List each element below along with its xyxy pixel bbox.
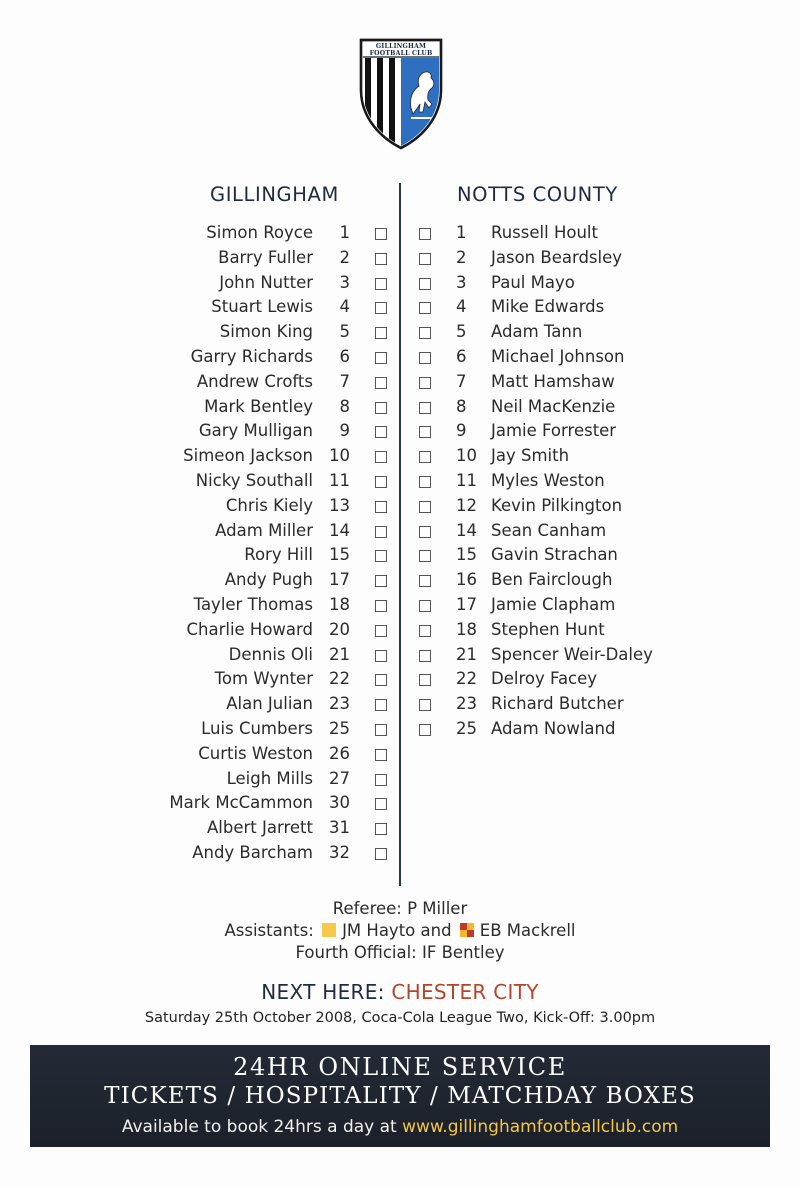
home-player-row	[130, 667, 392, 692]
home-player-row	[130, 841, 392, 866]
home-player-row	[130, 419, 392, 444]
player-name: Simon King	[219, 322, 313, 342]
away-player-row	[415, 320, 695, 345]
squad-number: 9	[456, 421, 467, 441]
banner-booking-line	[30, 1117, 770, 1137]
player-name: Tayler Thomas	[193, 594, 313, 614]
player-checkbox[interactable]	[419, 476, 431, 488]
home-player-row	[130, 320, 392, 345]
player-checkbox[interactable]	[375, 600, 387, 612]
home-player-row	[130, 271, 392, 296]
home-player-row	[130, 444, 392, 469]
player-checkbox[interactable]	[375, 848, 387, 860]
player-name: Luis Cumbers	[201, 718, 313, 738]
player-checkbox[interactable]	[375, 550, 387, 562]
squad-number: 9	[339, 421, 350, 441]
home-player-row	[130, 593, 392, 618]
squad-number: 17	[329, 570, 350, 590]
squad-number: 30	[329, 793, 350, 813]
squad-number: 10	[456, 446, 477, 466]
player-checkbox[interactable]	[375, 674, 387, 686]
squad-number: 2	[339, 247, 350, 267]
away-player-row	[415, 643, 695, 668]
squad-number: 11	[329, 470, 350, 490]
squad-number: 10	[329, 446, 350, 466]
squad-number: 25	[456, 718, 477, 738]
squad-number: 14	[456, 520, 477, 540]
squad-number: 5	[339, 322, 350, 342]
player-checkbox[interactable]	[419, 278, 431, 290]
player-checkbox[interactable]	[419, 253, 431, 265]
player-name: Jamie Forrester	[491, 421, 617, 441]
home-team-name: GILLINGHAM	[210, 183, 339, 206]
away-player-row	[415, 618, 695, 643]
player-name: Ben Fairclough	[491, 570, 613, 590]
player-checkbox[interactable]	[419, 699, 431, 711]
away-player-row	[415, 444, 695, 469]
squad-number: 15	[329, 545, 350, 565]
away-player-row	[415, 469, 695, 494]
home-player-row	[130, 568, 392, 593]
player-name: Paul Mayo	[491, 272, 575, 292]
player-checkbox[interactable]	[375, 575, 387, 587]
checkered-flag-icon	[460, 923, 474, 937]
away-player-row	[415, 717, 695, 742]
squad-number: 13	[329, 495, 350, 515]
player-checkbox[interactable]	[375, 352, 387, 364]
player-name: Simeon Jackson	[183, 446, 313, 466]
squad-number: 12	[456, 495, 477, 515]
banner-headline: 24HR ONLINE SERVICE	[233, 1053, 567, 1081]
away-player-row	[415, 692, 695, 717]
squad-number: 6	[456, 346, 467, 366]
player-checkbox[interactable]	[419, 377, 431, 389]
player-checkbox[interactable]	[375, 823, 387, 835]
player-checkbox[interactable]	[375, 526, 387, 538]
player-name: Neil MacKenzie	[491, 396, 616, 416]
player-name: Adam Miller	[215, 520, 313, 540]
player-name: Chris Kiely	[225, 495, 313, 515]
player-name: Curtis Weston	[198, 743, 313, 763]
away-player-row	[415, 568, 695, 593]
squad-number: 26	[329, 743, 350, 763]
next-opponent: CHESTER CITY	[391, 980, 539, 1004]
player-checkbox[interactable]	[375, 426, 387, 438]
home-player-row	[130, 767, 392, 792]
player-checkbox[interactable]	[419, 352, 431, 364]
player-name: Delroy Facey	[491, 669, 598, 689]
away-player-row	[415, 543, 695, 568]
away-player-row	[415, 519, 695, 544]
away-player-row	[415, 345, 695, 370]
away-player-row	[415, 271, 695, 296]
squad-number: 11	[456, 470, 477, 490]
player-name: Russell Hoult	[491, 223, 598, 242]
away-player-row	[415, 370, 695, 395]
squad-number: 8	[456, 396, 467, 416]
player-name: John Nutter	[219, 272, 313, 292]
banner-booking-text: Available to book 24hrs a day at	[121, 1117, 397, 1137]
player-name: Stuart Lewis	[211, 297, 313, 317]
assistant-1: JM Hayto and	[342, 921, 452, 940]
home-player-row	[130, 370, 392, 395]
away-player-row	[415, 295, 695, 320]
away-player-row	[415, 395, 695, 420]
online-service-banner	[30, 1045, 770, 1147]
squad-number: 21	[456, 644, 477, 664]
squad-number: 27	[329, 768, 350, 788]
squad-number: 1	[339, 223, 350, 242]
player-name: Jason Beardsley	[491, 247, 623, 267]
player-checkbox[interactable]	[419, 451, 431, 463]
squad-number: 17	[456, 594, 477, 614]
squad-number: 3	[456, 272, 467, 292]
yellow-flag-icon	[322, 923, 336, 937]
player-name: Andrew Crofts	[196, 371, 313, 391]
crest-text-line1: GILLINGHAM	[375, 43, 427, 50]
player-checkbox[interactable]	[419, 526, 431, 538]
player-name: Garry Richards	[190, 346, 313, 366]
player-checkbox[interactable]	[375, 278, 387, 290]
player-name: Jay Smith	[491, 446, 570, 466]
club-website-link[interactable]: www.gillinghamfootballclub.com	[402, 1117, 679, 1137]
player-name: Alan Julian	[226, 694, 313, 714]
player-checkbox[interactable]	[375, 228, 387, 240]
away-player-row	[415, 221, 695, 246]
player-name: Mark Bentley	[204, 396, 313, 416]
fixture-details: Saturday 25th October 2008, Coca-Cola League Two, Kick-Off: 3.00pm	[144, 1010, 656, 1026]
away-player-row	[415, 593, 695, 618]
player-name: Andy Barcham	[192, 842, 313, 862]
player-name: Richard Butcher	[491, 694, 624, 714]
banner-services: TICKETS / HOSPITALITY / MATCHDAY BOXES	[104, 1083, 696, 1109]
squad-number: 22	[329, 669, 350, 689]
away-team-name: NOTTS COUNTY	[457, 183, 618, 206]
squad-number: 6	[339, 346, 350, 366]
squad-number: 20	[329, 619, 350, 639]
squad-number: 31	[329, 818, 350, 838]
home-player-row	[130, 618, 392, 643]
player-checkbox[interactable]	[375, 377, 387, 389]
squad-number: 32	[329, 842, 350, 862]
crest-text-line2: FOOTBALL CLUB	[369, 50, 433, 57]
home-player-row	[130, 246, 392, 271]
squad-number: 8	[339, 396, 350, 416]
player-checkbox[interactable]	[419, 426, 431, 438]
player-checkbox[interactable]	[375, 501, 387, 513]
home-player-row	[130, 345, 392, 370]
player-checkbox[interactable]	[419, 600, 431, 612]
player-checkbox[interactable]	[375, 625, 387, 637]
player-name: Charlie Howard	[186, 619, 313, 639]
home-player-row	[130, 519, 392, 544]
squad-number: 21	[329, 644, 350, 664]
player-name: Leigh Mills	[226, 768, 313, 788]
player-checkbox[interactable]	[419, 575, 431, 587]
player-name: Gavin Strachan	[491, 545, 618, 565]
assistant-2: EB Mackrell	[479, 921, 576, 940]
player-name: Simon Royce	[206, 223, 313, 242]
player-name: Adam Nowland	[491, 718, 616, 738]
player-checkbox[interactable]	[419, 724, 431, 736]
squad-number: 1	[456, 223, 467, 242]
player-name: Dennis Oli	[228, 644, 313, 664]
squad-number: 7	[339, 371, 350, 391]
away-player-row	[415, 246, 695, 271]
squad-number: 4	[456, 297, 467, 317]
player-checkbox[interactable]	[419, 302, 431, 314]
player-name: Tom Wynter	[214, 669, 313, 689]
player-name: Adam Tann	[491, 322, 583, 342]
player-checkbox[interactable]	[375, 798, 387, 810]
player-checkbox[interactable]	[375, 402, 387, 414]
player-name: Albert Jarrett	[207, 818, 313, 838]
player-name: Michael Johnson	[491, 346, 625, 366]
club-crest	[359, 38, 443, 150]
player-name: Nicky Southall	[195, 470, 313, 490]
away-squad-list	[415, 221, 695, 742]
home-player-row	[130, 643, 392, 668]
home-squad-list	[130, 221, 392, 866]
home-player-row	[130, 742, 392, 767]
player-name: Kevin Pilkington	[491, 495, 623, 515]
player-name: Spencer Weir-Daley	[491, 644, 653, 664]
player-checkbox[interactable]	[419, 625, 431, 637]
player-name: Andy Pugh	[224, 570, 313, 590]
squad-number: 14	[329, 520, 350, 540]
away-player-row	[415, 419, 695, 444]
next-here-label: NEXT HERE:	[261, 980, 385, 1004]
home-player-row	[130, 692, 392, 717]
referee-line: Referee: P Miller	[332, 899, 468, 918]
home-player-row	[130, 816, 392, 841]
next-fixture-heading	[0, 980, 800, 1004]
player-checkbox[interactable]	[375, 253, 387, 265]
player-name: Rory Hill	[244, 545, 313, 565]
player-checkbox[interactable]	[375, 724, 387, 736]
player-checkbox[interactable]	[419, 650, 431, 662]
player-checkbox[interactable]	[419, 327, 431, 339]
player-checkbox[interactable]	[419, 674, 431, 686]
player-name: Barry Fuller	[218, 247, 313, 267]
away-player-row	[415, 494, 695, 519]
assistants-label: Assistants:	[224, 921, 314, 940]
player-checkbox[interactable]	[419, 402, 431, 414]
player-checkbox[interactable]	[375, 451, 387, 463]
home-player-row	[130, 469, 392, 494]
home-player-row	[130, 543, 392, 568]
home-player-row	[130, 791, 392, 816]
home-player-row	[130, 395, 392, 420]
squad-number: 23	[329, 694, 350, 714]
player-checkbox[interactable]	[419, 550, 431, 562]
squad-number: 25	[329, 718, 350, 738]
squad-number: 18	[456, 619, 477, 639]
player-checkbox[interactable]	[375, 699, 387, 711]
fourth-official-line: Fourth Official: IF Bentley	[295, 943, 505, 962]
squad-number: 2	[456, 247, 467, 267]
player-checkbox[interactable]	[419, 501, 431, 513]
player-name: Gary Mulligan	[198, 421, 313, 441]
home-player-row	[130, 295, 392, 320]
assistants-line	[0, 921, 800, 940]
home-player-row	[130, 717, 392, 742]
home-player-row	[130, 494, 392, 519]
player-name: Myles Weston	[491, 470, 605, 490]
player-name: Jamie Clapham	[491, 594, 616, 614]
player-checkbox[interactable]	[375, 476, 387, 488]
squad-number: 5	[456, 322, 467, 342]
away-player-row	[415, 667, 695, 692]
squad-number: 7	[456, 371, 467, 391]
player-name: Sean Canham	[491, 520, 607, 540]
squad-number: 3	[339, 272, 350, 292]
player-checkbox[interactable]	[375, 650, 387, 662]
player-checkbox[interactable]	[375, 302, 387, 314]
home-player-row	[130, 221, 392, 246]
player-checkbox[interactable]	[375, 327, 387, 339]
player-name: Mark McCammon	[169, 793, 313, 813]
squad-number: 15	[456, 545, 477, 565]
player-checkbox[interactable]	[375, 749, 387, 761]
player-name: Matt Hamshaw	[491, 371, 615, 391]
squad-number: 4	[339, 297, 350, 317]
player-name: Mike Edwards	[491, 297, 605, 317]
squad-number: 16	[456, 570, 477, 590]
player-checkbox[interactable]	[419, 228, 431, 240]
squad-number: 22	[456, 669, 477, 689]
squad-number: 23	[456, 694, 477, 714]
column-divider	[399, 183, 401, 886]
player-name: Stephen Hunt	[491, 619, 605, 639]
squad-number: 18	[329, 594, 350, 614]
player-checkbox[interactable]	[375, 774, 387, 786]
